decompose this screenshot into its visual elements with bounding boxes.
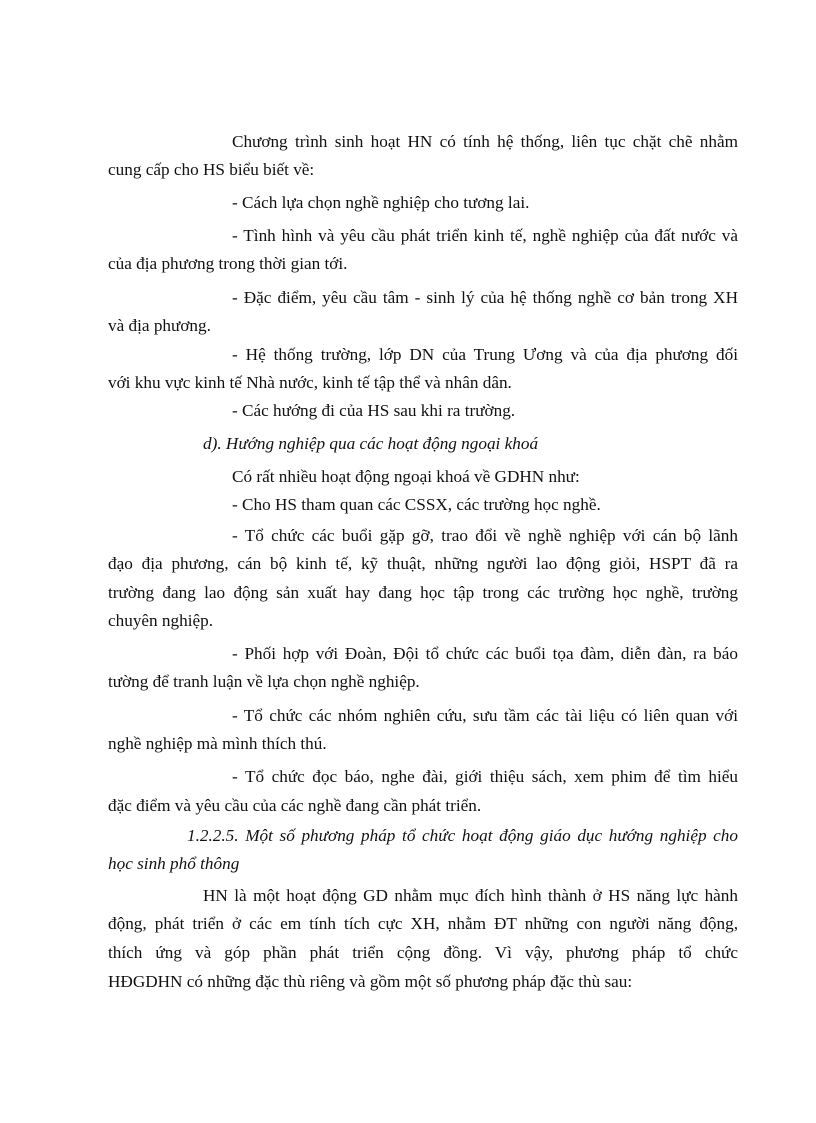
text-line: - Các hướng đi của HS sau khi ra trường.: [232, 401, 516, 420]
text-line: và địa phương.: [108, 316, 211, 335]
text-line: - Tổ chức đọc báo, nghe đài, giới thiệu sách, xem phim để tìm hiểu: [232, 767, 738, 786]
text-line: đạo địa phương, cán bộ kinh tế, kỹ thuật, những người lao động giỏi, HSPT đã ra: [108, 554, 738, 573]
text-line: trường đang lao động sản xuất hay đang học tập trong các trường học nghề, trường: [108, 583, 738, 602]
text-line: nghề nghiệp mà mình thích thú.: [108, 734, 327, 753]
section-heading: học sinh phổ thông: [108, 854, 240, 873]
text-line: Chương trình sinh hoạt HN có tính hệ thống, liên tục chặt chẽ nhằm: [232, 132, 738, 151]
text-line: Có rất nhiều hoạt động ngoại khoá về GDHN như:: [232, 467, 580, 486]
text-line: HN là một hoạt động GD nhằm mục đích hình thành ở HS năng lực hành: [203, 886, 738, 905]
text-line: - Tổ chức các buổi gặp gỡ, trao đổi về nghề nghiệp với cán bộ lãnh: [232, 526, 738, 545]
text-line: - Đặc điểm, yêu cầu tâm - sinh lý của hệ thống nghề cơ bản trong XH: [232, 288, 738, 307]
text-line: HĐGDHN có những đặc thù riêng và gồm một số phương pháp đặc thù sau:: [108, 972, 633, 991]
text-line: chuyên nghiệp.: [108, 611, 214, 630]
text-line: - Cách lựa chọn nghề nghiệp cho tương lai.: [232, 193, 530, 212]
section-heading: 1.2.2.5. Một số phương pháp tổ chức hoạt động giáo dục hướng nghiệp cho: [187, 826, 738, 845]
text-line: - Hệ thống trường, lớp DN của Trung Ương và của địa phương đối: [232, 345, 738, 364]
text-line: thích ứng và góp phần phát triển cộng đồng. Vì vậy, phương pháp tổ chức: [108, 943, 738, 962]
text-line: với khu vực kinh tế Nhà nước, kinh tế tập thể và nhân dân.: [108, 373, 512, 392]
section-heading: d). Hướng nghiệp qua các hoạt động ngoại khoá: [203, 434, 539, 453]
text-line: - Tổ chức các nhóm nghiên cứu, sưu tầm các tài liệu có liên quan với: [232, 706, 738, 725]
text-line: của địa phương trong thời gian tới.: [108, 254, 348, 273]
text-line: - Cho HS tham quan các CSSX, các trường học nghề.: [232, 495, 601, 514]
text-line: tường để tranh luận về lựa chọn nghề nghiệp.: [108, 672, 420, 691]
text-line: - Tình hình và yêu cầu phát triển kinh tế, nghề nghiệp của đất nước và: [232, 226, 738, 245]
text-line: - Phối hợp với Đoàn, Đội tổ chức các buổi tọa đàm, diễn đàn, ra báo: [232, 644, 738, 663]
text-line: động, phát triển ở các em tính tích cực XH, nhằm ĐT những con người năng động,: [108, 914, 738, 933]
text-line: đặc điểm và yêu cầu của các nghề đang cần phát triển.: [108, 796, 482, 815]
text-line: cung cấp cho HS biểu biết về:: [108, 160, 315, 179]
